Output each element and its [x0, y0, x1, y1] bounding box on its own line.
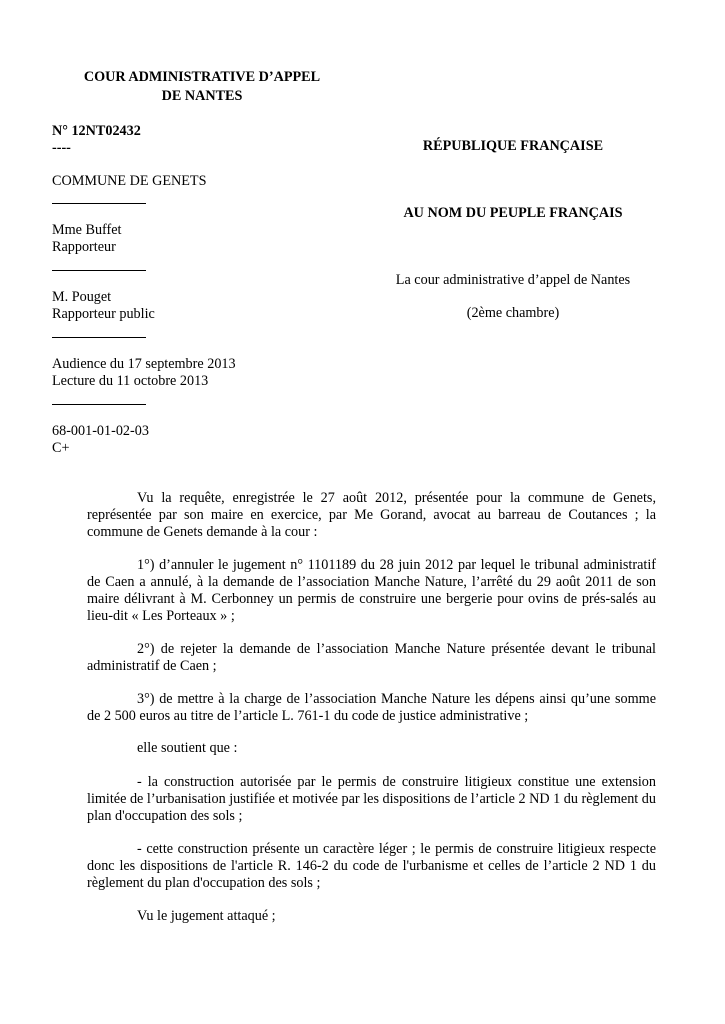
- paragraph-request: Vu la requête, enregistrée le 27 août 2012, présentée pour la commune de Genets, représentée par son maire en exercice, par Me Gorand, avocat au barreau de Coutances ; la commune de Genets demande à la cour :: [87, 490, 656, 540]
- party-name: COMMUNE DE GENETS: [52, 173, 207, 189]
- public-rapporteur-name: M. Pouget: [52, 289, 112, 305]
- chamber: (2ème chambre): [466, 305, 560, 321]
- court-title-line2: DE NANTES: [161, 88, 243, 104]
- paragraph-conclusion-2: 2°) de rejeter la demande de l’association Manche Nature présentée devant le tribunal administratif de Caen ;: [87, 641, 656, 674]
- paragraph-argument-2: - cette construction présente un caractère léger ; le permis de construire litigieux respecte donc les dispositions de l'article R. 146-2 du code de l'urbanisme et celles de l’article 2 ND 1 du règlement du plan d'occupation des sols ;: [87, 841, 656, 891]
- case-number: N° 12NT02432: [52, 123, 141, 139]
- rapporteur-role: Rapporteur: [52, 239, 116, 255]
- court-name: La cour administrative d’appel de Nantes: [395, 272, 631, 288]
- paragraph-conclusion-3: 3°) de mettre à la charge de l’association Manche Nature les dépens ainsi qu’une somme de 2 500 euros au titre de l’article L. 761-1 du code de justice administrative ;: [87, 691, 656, 724]
- case-number-dashes: ----: [52, 140, 71, 156]
- publication-code: C+: [52, 440, 70, 456]
- republic-heading: RÉPUBLIQUE FRANÇAISE: [422, 138, 604, 154]
- separator-2: [52, 270, 146, 271]
- court-title: [52, 68, 352, 106]
- reading-date: Lecture du 11 octobre 2013: [52, 373, 209, 389]
- public-rapporteur-role: Rapporteur public: [52, 306, 155, 322]
- paragraph-argument-1: - la construction autorisée par le permis de construire litigieux constitue une extension limitée de l’urbanisation justifiée et motivée par les dispositions de l’article 2 ND 1 du règlement du plan d'occupation des sols ;: [87, 774, 656, 824]
- paragraph-conclusion-1: 1°) d’annuler le jugement n° 1101189 du 28 juin 2012 par lequel le tribunal administratif de Caen a annulé, à la demande de l’association Manche Nature, l’arrêté du 29 août 2011 de son maire délivrant à M. Cerbonney un permis de construire une bergerie pour ovins de prés-salés au lieu-dit « Les Porteaux » ;: [87, 557, 656, 624]
- rapporteur-name: Mme Buffet: [52, 222, 122, 238]
- paragraph-judgment-seen: Vu le jugement attaqué ;: [137, 908, 276, 924]
- separator-1: [52, 203, 146, 204]
- hearing-date: Audience du 17 septembre 2013: [52, 356, 236, 372]
- separator-4: [52, 404, 146, 405]
- paragraph-arguments-intro: elle soutient que :: [137, 740, 238, 756]
- classification-code: 68-001-01-02-03: [52, 423, 149, 439]
- separator-3: [52, 337, 146, 338]
- in-the-name-heading: AU NOM DU PEUPLE FRANÇAIS: [403, 205, 623, 221]
- court-title-line1: COUR ADMINISTRATIVE D’APPEL: [83, 69, 321, 85]
